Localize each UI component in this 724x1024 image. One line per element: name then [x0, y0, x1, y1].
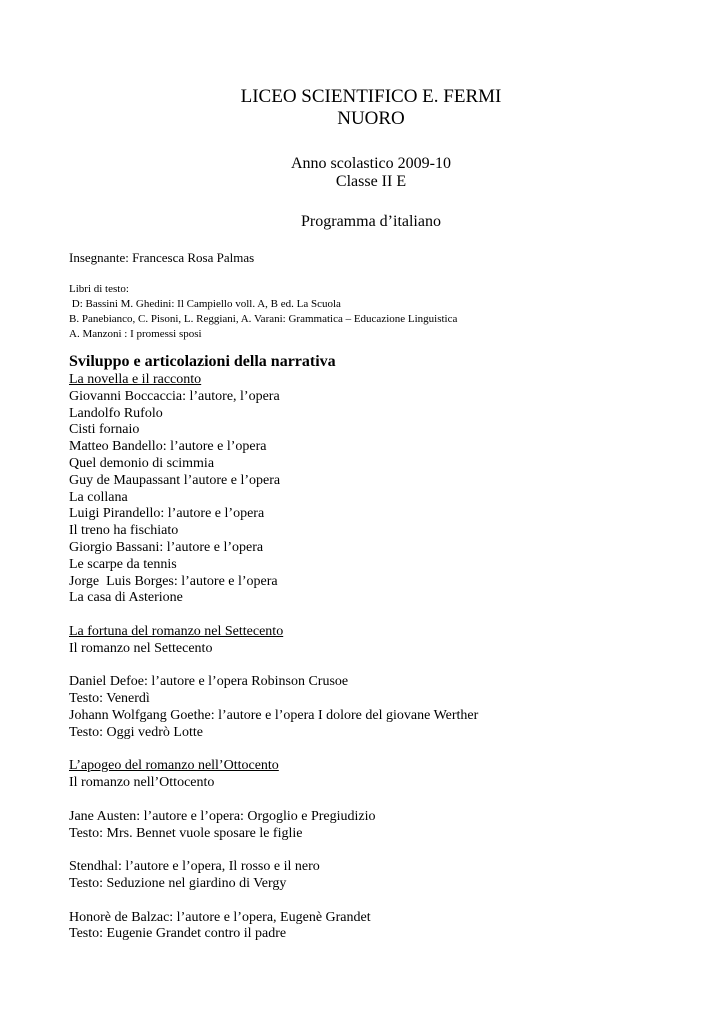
section-heading: Sviluppo e articolazioni della narrativa [69, 353, 336, 370]
list-item: Matteo Bandello: l’autore e l’opera [69, 439, 267, 455]
list-item: Quel demonio di scimmia [69, 455, 215, 471]
school-city: NUORO [337, 108, 405, 129]
list-item: Cisti fornaio [69, 422, 140, 438]
teacher-line: Insegnante: Francesca Rosa Palmas [69, 250, 255, 265]
list-item: La casa di Asterione [69, 590, 183, 606]
spacer [69, 607, 709, 624]
list-item: La collana [69, 489, 128, 505]
school-name: LICEO SCIENTIFICO E. FERMI [240, 86, 502, 107]
spacer [69, 792, 709, 809]
list-item: Luigi Pirandello: l’autore e l’opera [69, 506, 265, 522]
textbooks-list [69, 282, 709, 342]
list-item: Honorè de Balzac: l’autore e l’opera, Eugenè Grandet [69, 909, 371, 925]
year-class-block [0, 155, 724, 191]
subheading-novella: La novella e il racconto [69, 372, 202, 387]
class-label: Classe II E [335, 173, 407, 190]
spacer [69, 742, 709, 759]
school-year: Anno scolastico 2009-10 [291, 155, 451, 172]
list-item: Testo: Seduzione nel giardino di Vergy [69, 875, 287, 891]
spacer [69, 842, 709, 859]
textbook-item: B. Panebianco, C. Pisoni, L. Reggiani, A. Varani: Grammatica – Educazione Linguistica [69, 313, 458, 325]
list-item: Il romanzo nell’Ottocento [69, 775, 215, 791]
list-item: Giovanni Boccaccia: l’autore, l’opera [69, 388, 280, 404]
list-item: Testo: Mrs. Bennet vuole sposare le figlie [69, 825, 303, 841]
spacer [69, 658, 709, 675]
list-item: Il treno ha fischiato [69, 523, 179, 539]
list-item: Giorgio Bassani: l’autore e l’opera [69, 539, 264, 555]
textbooks-label: Libri di testo: [69, 283, 129, 295]
list-item: Jorge Luis Borges: l’autore e l’opera [69, 573, 278, 589]
list-item: Testo: Eugenie Grandet contro il padre [69, 926, 287, 942]
list-item: Johann Wolfgang Goethe: l’autore e l’opera I dolore del giovane Werther [69, 707, 479, 723]
list-item: Jane Austen: l’autore e l’opera: Orgoglio e Pregiudizio [69, 808, 376, 824]
list-item: Le scarpe da tennis [69, 556, 177, 572]
school-title [0, 86, 724, 130]
list-item: Daniel Defoe: l’autore e l’opera Robinson Crusoe [69, 674, 349, 690]
spacer [69, 893, 709, 910]
list-item: Stendhal: l’autore e l’opera, Il rosso e il nero [69, 859, 320, 875]
list-item: Testo: Venerdì [69, 691, 150, 707]
list-item: Guy de Maupassant l’autore e l’opera [69, 472, 281, 488]
program-title: Programma d’italiano [301, 213, 441, 230]
list-item: Testo: Oggi vedrò Lotte [69, 724, 203, 740]
subheading-settecento: La fortuna del romanzo nel Settecento [69, 623, 284, 639]
subheading-ottocento: L’apogeo del romanzo nell’Ottocento [69, 758, 279, 774]
textbook-item: D: Bassini M. Ghedini: Il Campiello voll. A, B ed. La Scuola [69, 298, 341, 310]
textbook-item: A. Manzoni : I promessi sposi [69, 328, 202, 340]
list-item: Il romanzo nel Settecento [69, 640, 213, 656]
program-content [69, 352, 709, 943]
list-item: Landolfo Rufolo [69, 405, 163, 421]
